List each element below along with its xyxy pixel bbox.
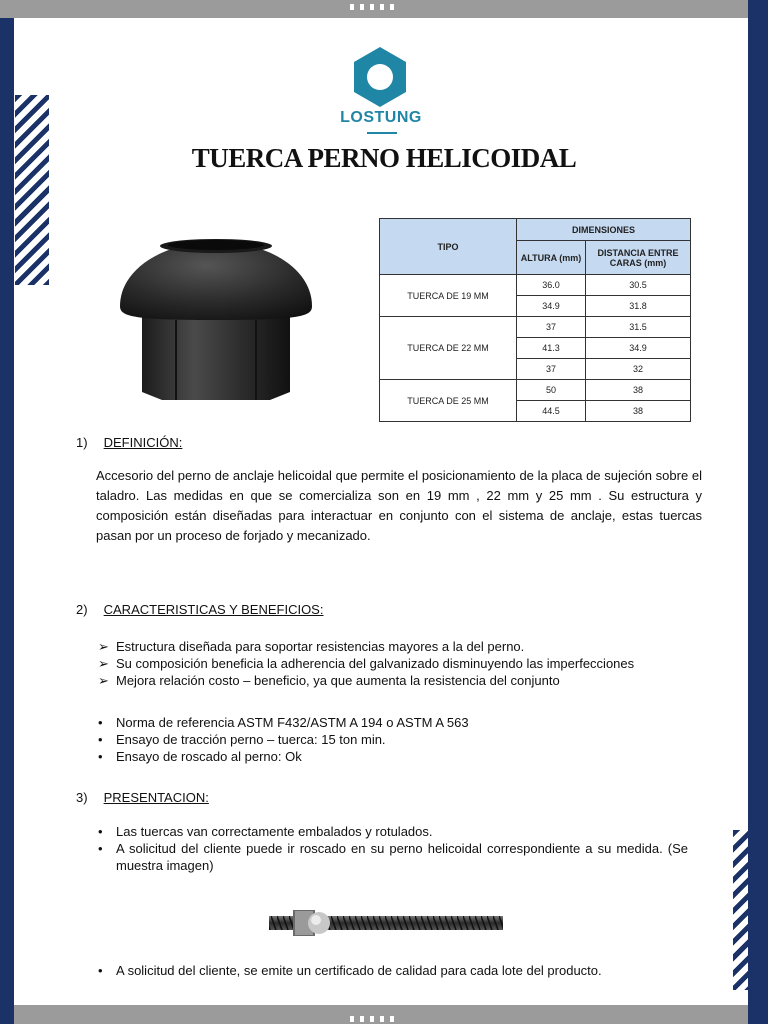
list-item: ➢ Estructura diseñada para soportar resistencias mayores a la del perno. <box>98 639 525 654</box>
header-tipo: TIPO <box>380 219 517 275</box>
cell-distancia: 38 <box>586 401 691 422</box>
row-tipo-22: TUERCA DE 22 MM <box>380 317 517 380</box>
presentation-list <box>98 823 688 874</box>
cell-altura: 41.3 <box>517 338 586 359</box>
cell-distancia: 31.8 <box>586 296 691 317</box>
bullet-icon: • <box>98 841 103 856</box>
helical-bolt-with-nut-image <box>265 902 507 944</box>
header-dimensiones: DIMENSIONES <box>517 219 691 241</box>
list-item: • A solicitud del cliente, se emite un certificado de calidad para cada lote del producto. <box>98 963 602 978</box>
cell-altura: 34.9 <box>517 296 586 317</box>
cell-distancia: 31.5 <box>586 317 691 338</box>
page-title: TUERCA PERNO HELICOIDAL <box>191 143 577 173</box>
features-list <box>98 638 688 689</box>
section-heading-caracteristicas <box>76 602 323 617</box>
list-item: ➢ Su composición beneficia la adherencia del galvanizado disminuyendo las imperfecciones <box>98 656 635 671</box>
cell-distancia: 38 <box>586 380 691 401</box>
left-stripe-decoration <box>15 95 49 285</box>
bullet-icon: • <box>98 963 103 978</box>
section-number: 3) <box>76 790 88 805</box>
arrow-bullet-icon: ➢ <box>98 673 109 688</box>
arrow-bullet-icon: ➢ <box>98 639 109 654</box>
cell-distancia: 34.9 <box>586 338 691 359</box>
cell-altura: 37 <box>517 359 586 380</box>
list-item: • Las tuercas van correctamente embalados y rotulados. <box>98 824 433 839</box>
section-title: DEFINICIÓN: <box>103 435 183 450</box>
brand-name: LOSTUNG <box>340 109 422 126</box>
cell-distancia: 30.5 <box>586 275 691 296</box>
hex-nut-logo-icon <box>350 45 410 109</box>
list-item: • Ensayo de roscado al perno: Ok <box>98 749 302 764</box>
final-note-list <box>98 962 688 979</box>
section-number: 2) <box>76 602 88 617</box>
right-stripe-decoration <box>733 830 767 990</box>
header-distancia: DISTANCIA ENTRE CARAS (mm) <box>586 241 691 275</box>
cell-altura: 50 <box>517 380 586 401</box>
bullet-icon: • <box>98 732 103 747</box>
arrow-bullet-icon: ➢ <box>98 656 109 671</box>
definition-paragraph: Accesorio del perno de anclaje helicoidal que permite el posicionamiento de la placa de sujeción sobre el taladro. Las medidas en que se comercializa son en 19 mm , 22 mm y 25 mm . Su estructura y composición están diseñadas para interactuar en conjunto con el sistema de anclaje, estas tuercas pasan por un proceso de forjado y mecanizado. <box>96 468 702 543</box>
row-tipo-25: TUERCA DE 25 MM <box>380 380 517 422</box>
bullet-icon: • <box>98 824 103 839</box>
dimensions-table <box>379 218 691 422</box>
nut-with-dome-image <box>112 230 320 406</box>
header-altura: ALTURA (mm) <box>517 241 586 275</box>
list-item: ➢ Mejora relación costo – beneficio, ya que aumenta la resistencia del conjunto <box>98 673 560 688</box>
cell-distancia: 32 <box>586 359 691 380</box>
top-dash-decoration <box>350 4 394 10</box>
bottom-dash-decoration <box>350 1016 394 1022</box>
row-tipo-19: TUERCA DE 19 MM <box>380 275 517 317</box>
section-heading-definicion <box>76 435 182 450</box>
section-title: CARACTERISTICAS Y BENEFICIOS: <box>103 602 324 617</box>
cell-altura: 44.5 <box>517 401 586 422</box>
list-item: • A solicitud del cliente puede ir roscado en su perno helicoidal correspondiente a su medida. (Se muestra imagen) <box>98 841 688 873</box>
cell-altura: 37 <box>517 317 586 338</box>
section-title: PRESENTACION: <box>103 790 209 805</box>
list-item: • Norma de referencia ASTM F432/ASTM A 194 o ASTM A 563 <box>98 715 469 730</box>
brand-underline <box>367 132 397 134</box>
section-heading-presentacion <box>76 790 209 805</box>
bullet-icon: • <box>98 715 103 730</box>
bullet-icon: • <box>98 749 103 764</box>
specs-list <box>98 714 688 765</box>
section-number: 1) <box>76 435 88 450</box>
cell-altura: 36.0 <box>517 275 586 296</box>
list-item: • Ensayo de tracción perno – tuerca: 15 ton min. <box>98 732 386 747</box>
